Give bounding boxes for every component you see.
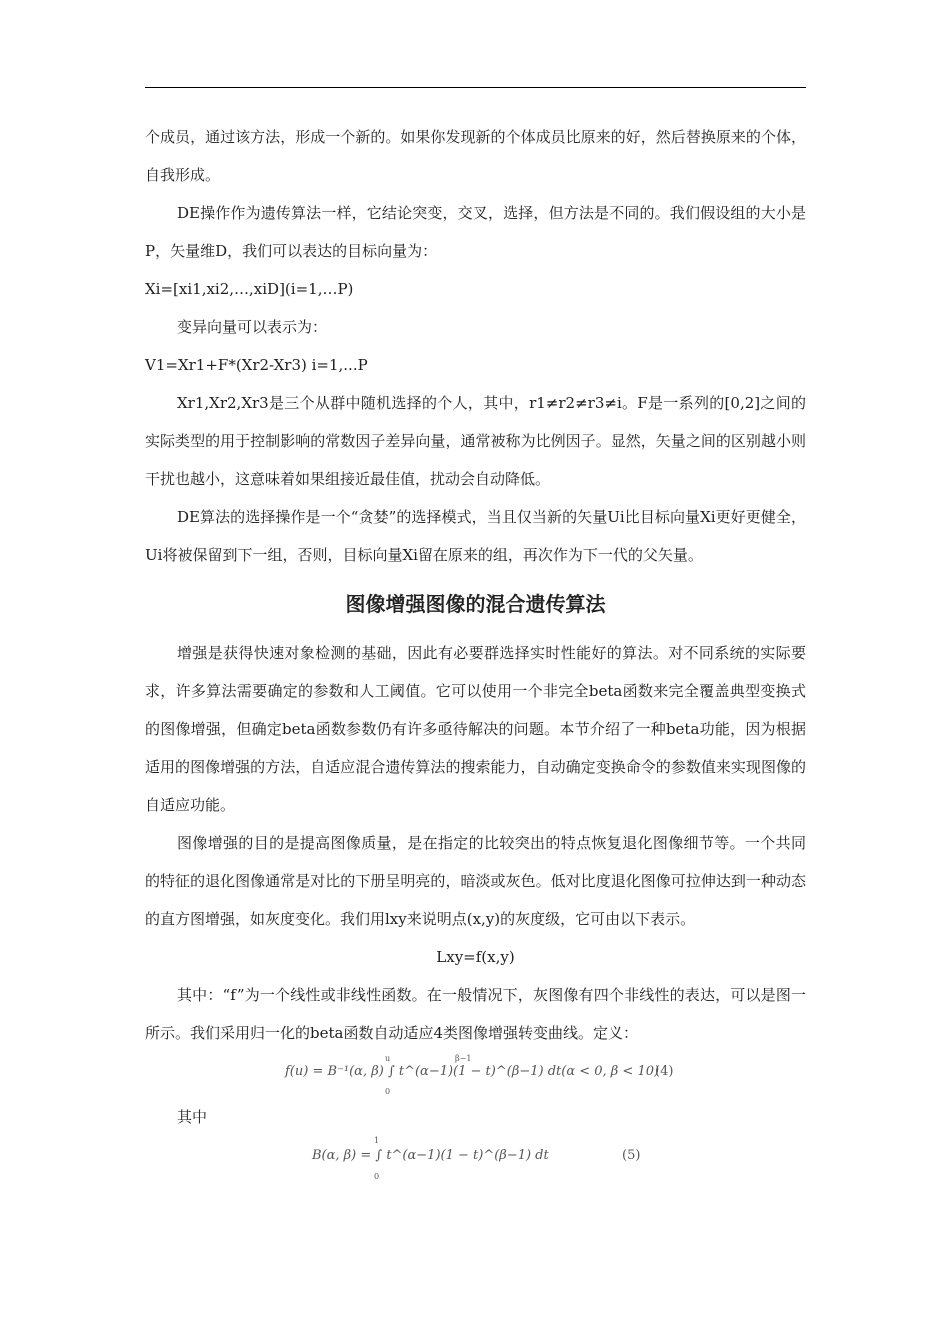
- paragraph-3: 变异向量可以表示为：: [177, 318, 328, 336]
- document-body: [145, 118, 806, 1182]
- formula-5-upper-limit: 1: [374, 1136, 380, 1145]
- paragraph-7: 图像增强的目的是提高图像质量，是在指定的比较突出的特点恢复退化图像细节等。一个共同的特征的退化图像通常是对比的下册呈明亮的，暗淡或灰色。低对比度退化图像可拉伸达到一种动态的直方图增强，如灰度变化。我们用lxy来说明点(x,y)的灰度级，它可由以下表示。: [145, 834, 806, 928]
- formula-4-upper-limit: u: [385, 1054, 391, 1063]
- formula-4-exponent: β−1: [455, 1054, 472, 1063]
- header-rule: [145, 87, 806, 88]
- equation-v: V1=Xr1+F*(Xr2-Xr3) i=1,...P: [145, 356, 368, 374]
- formula-4-number: (4): [655, 1064, 674, 1079]
- equation-lxy: Lxy=f(x,y): [436, 948, 515, 966]
- formula-5: [145, 1136, 806, 1182]
- paragraph-4: Xr1,Xr2,Xr3是三个从群中随机选择的个人，其中，r1≠r2≠r3≠i。F是一系列的[0,2]之间的实际类型的用于控制影响的常数因子差异向量，通常被称为比例因子。显然，矢量之间的区别越小则干扰也越小，这意味着如果组接近最佳值，扰动会自动降低。: [145, 394, 806, 488]
- formula-5-number: (5): [622, 1148, 641, 1163]
- equation-xi: Xi=[xi1,xi2,…,xiD](i=1,…P): [145, 280, 354, 298]
- formula-4: [145, 1052, 806, 1098]
- formula-4-expression: f(u) = B⁻¹(α, β) ∫ t^(α−1)(1 − t)^(β−1) dt(α < 0, β < 10): [285, 1064, 660, 1079]
- formula-5-expression: B(α, β) = ∫ t^(α−1)(1 − t)^(β−1) dt: [312, 1148, 549, 1163]
- section-heading: 图像增强图像的混合遗传算法: [345, 592, 606, 616]
- paragraph-6: 增强是获得快速对象检测的基础，因此有必要群选择实时性能好的算法。对不同系统的实际要求，许多算法需要确定的参数和人工阈值。它可以使用一个非完全beta函数来完全覆盖典型变换式的图像增强，但确定beta函数参数仍有许多亟待解决的问题。本节介绍了一种beta功能，因为根据适用的图像增强的方法，自适应混合遗传算法的搜索能力，自动确定变换命令的参数值来实现图像的自适应功能。: [145, 644, 806, 814]
- formula-5-lower-limit: 0: [374, 1172, 380, 1181]
- paragraph-2: DE操作作为遗传算法一样，它结论突变，交叉，选择，但方法是不同的。我们假设组的大小是P，矢量维D，我们可以表达的目标向量为：: [145, 204, 806, 260]
- paragraph-1: 个成员，通过该方法，形成一个新的。如果你发现新的个体成员比原来的好，然后替换原来的个体，自我形成。: [145, 128, 806, 184]
- formula-4-lower-limit: 0: [385, 1087, 391, 1096]
- paragraph-5: DE算法的选择操作是一个“贪婪”的选择模式，当且仅当新的矢量Ui比目标向量Xi更好更健全，Ui将被保留到下一组，否则，目标向量Xi留在原来的组，再次作为下一代的父矢量。: [145, 508, 806, 564]
- paragraph-9: 其中: [177, 1108, 208, 1126]
- paragraph-8: 其中：“f”为一个线性或非线性函数。在一般情况下，灰图像有四个非线性的表达，可以是图一所示。我们采用归一化的beta函数自动适应4类图像增强转变曲线。定义：: [145, 986, 806, 1042]
